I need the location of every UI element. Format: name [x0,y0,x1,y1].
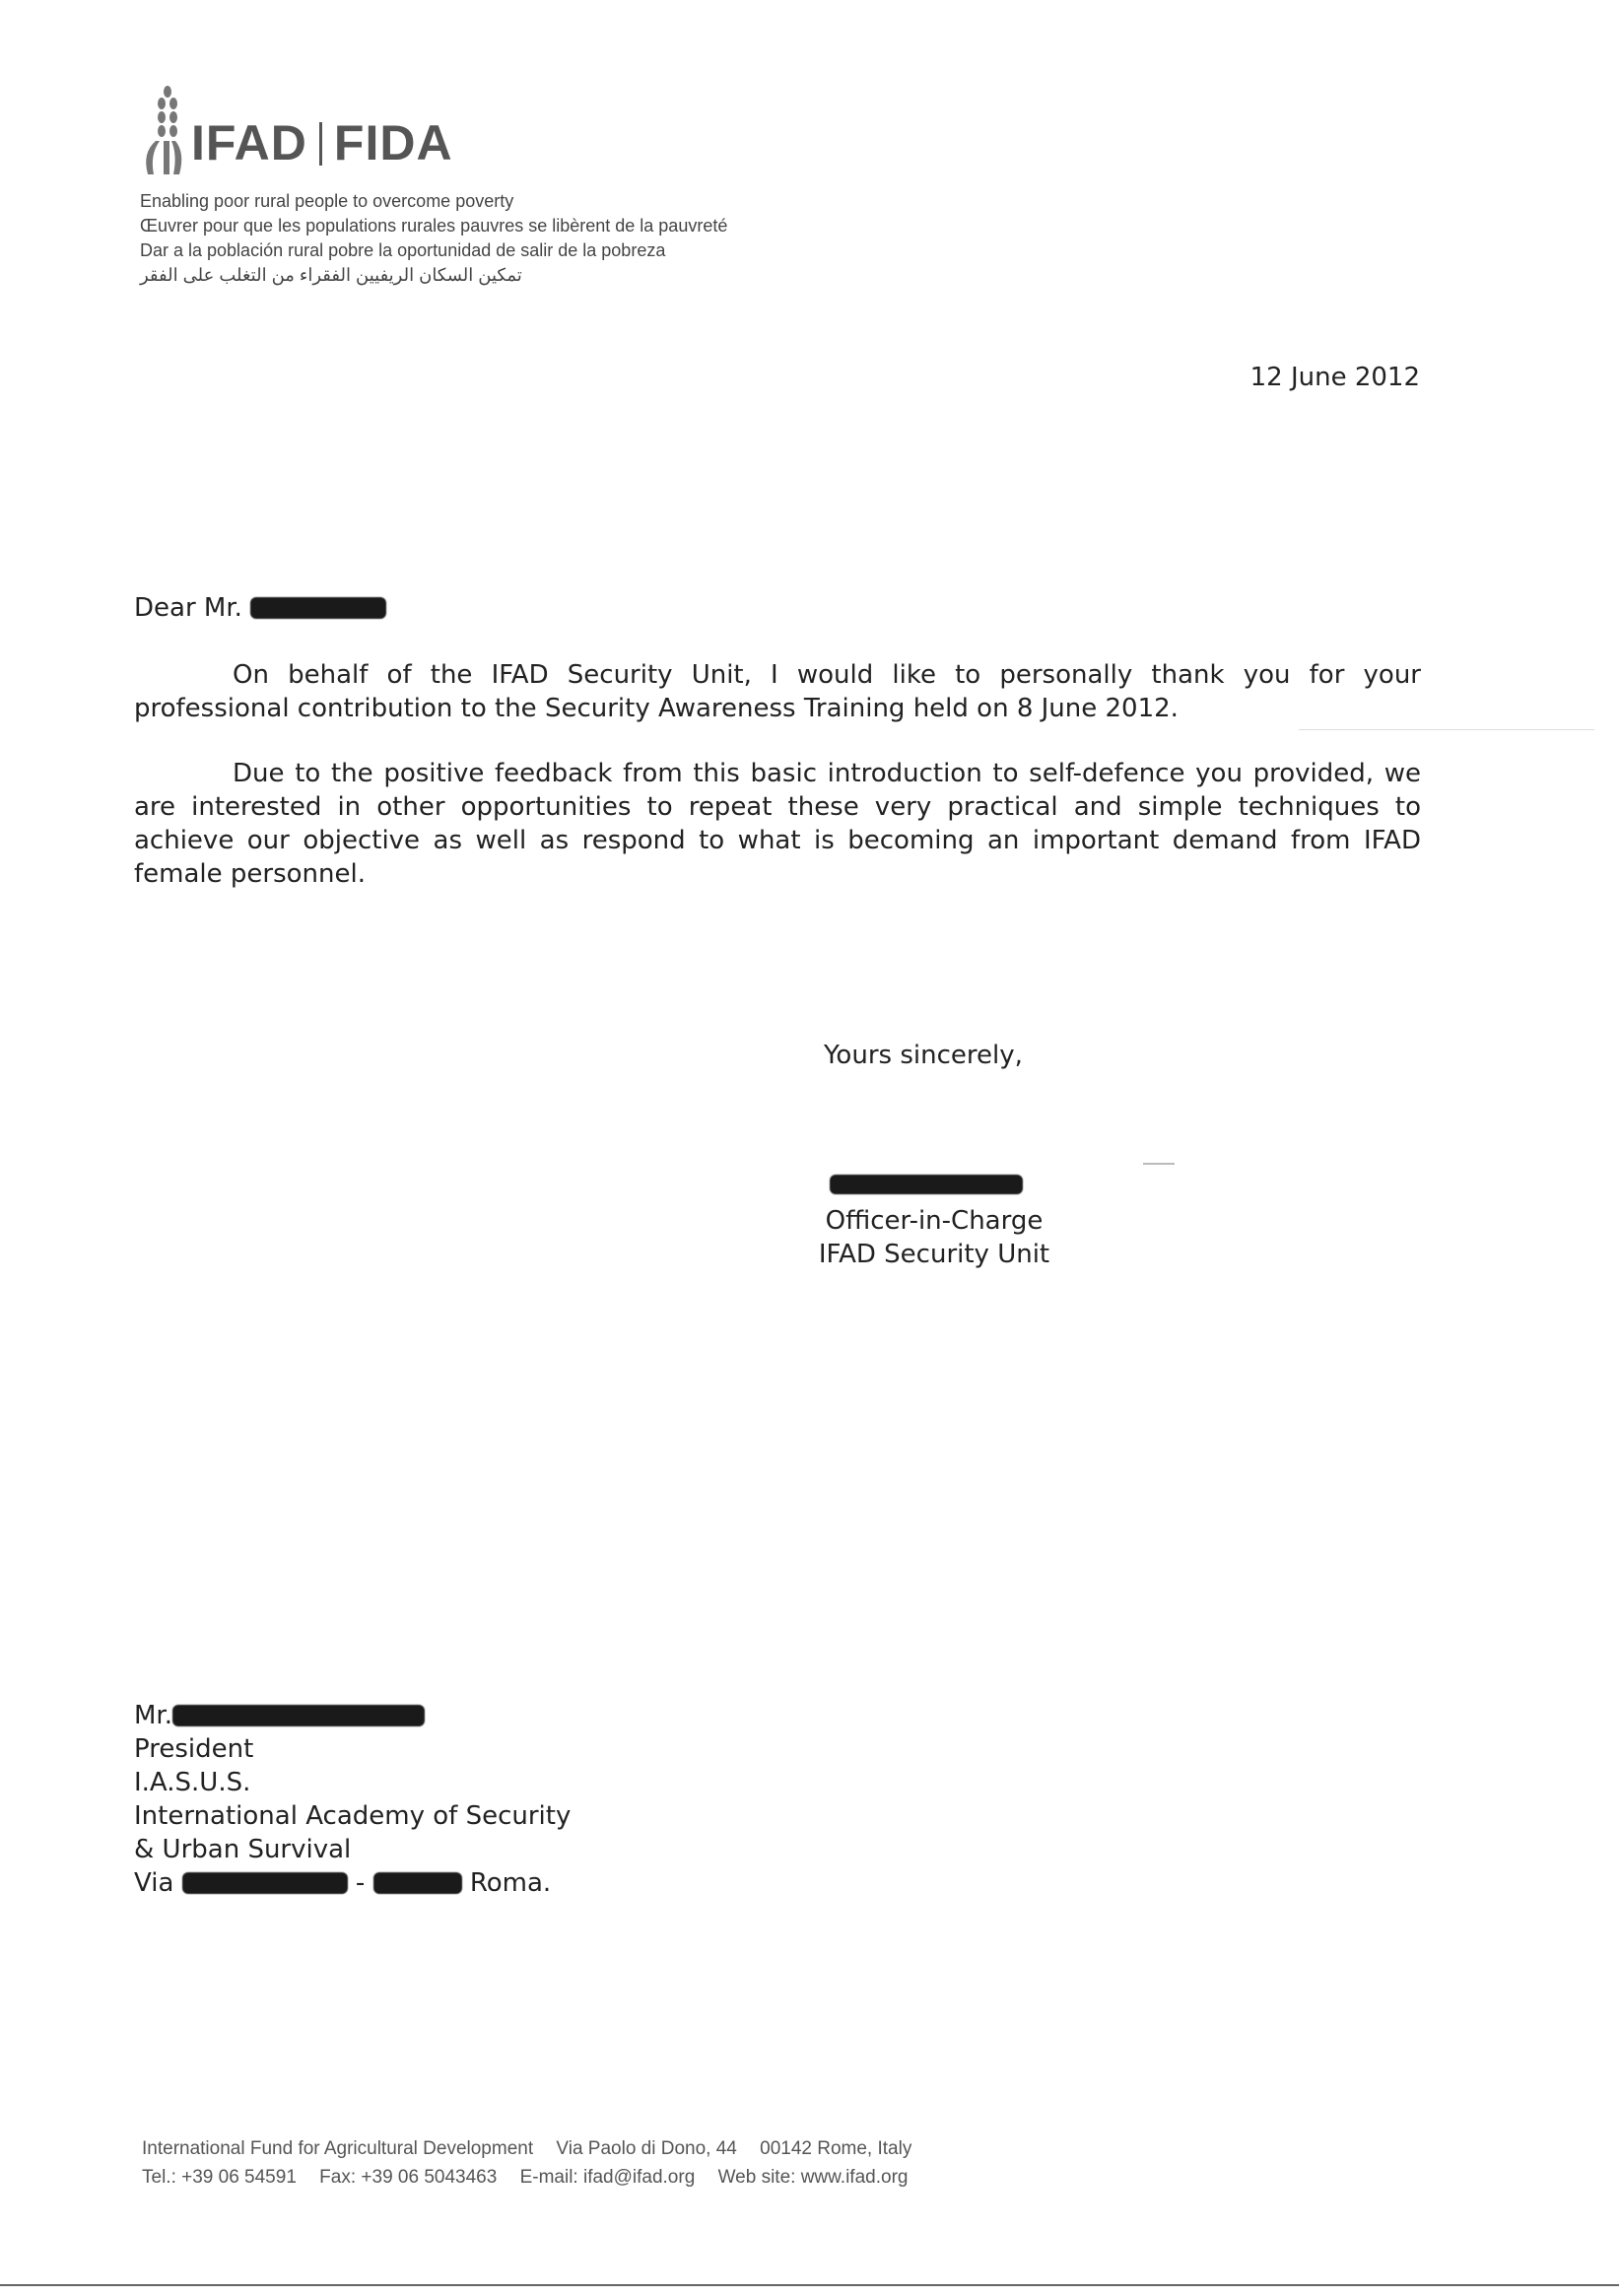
recipient-address [134,1699,571,1900]
recipient-separator: - [355,1868,366,1898]
logo-fida: FIDA [333,115,453,170]
redacted-postcode [373,1872,462,1894]
recipient-title: Mr. [134,1701,172,1730]
footer-line-1 [142,2134,929,2163]
footer-tel: Tel.: +39 06 54591 [142,2167,297,2188]
letterhead-footer [142,2134,929,2192]
ifad-logo [138,79,453,177]
recipient-street-line [134,1866,571,1900]
recipient-name-line [134,1699,571,1732]
logo-ifad: IFAD [191,115,307,170]
recipient-city: Roma. [469,1868,552,1898]
tagline-en: Enabling poor rural people to overcome poverty [140,191,514,211]
paragraph-2: Due to the positive feedback from this basic introduction to self-defence you provided, we are interested in other opportunities to repeat these very practical and simple techniques to achieve our objective as well as respond to what is becoming an important demand from IFAD female personnel. [134,759,1421,889]
scan-artifact [1143,1163,1175,1165]
footer-fax: Fax: +39 06 5043463 [319,2167,498,2188]
scan-artifact [1299,729,1594,730]
tagline-ar: تمكين السكان الريفيين الفقراء من التغلب على الفقر [140,265,522,285]
salutation-text: Dear Mr. [134,593,242,623]
closing: Yours sincerely, [824,1041,1023,1070]
tagline-es: Dar a la población rural pobre la oportunidad de salir de la pobreza [140,240,666,260]
signatory-unit: IFAD Security Unit [818,1240,1050,1269]
recipient-org-line-2: & Urban Survival [134,1835,352,1864]
tagline-fr: Œuvrer pour que les populations rurales pauvres se libèrent de la pauvreté [140,216,728,236]
footer-email: E-mail: ifad@ifad.org [519,2167,696,2188]
footer-street: Via Paolo di Dono, 44 [556,2138,737,2159]
signatory-title: Officer-in-Charge [825,1206,1044,1236]
scan-edge-line [0,2284,1619,2286]
logo-divider [319,122,322,166]
redacted-street [182,1872,348,1894]
footer-org-name: International Fund for Agricultural Development [142,2138,534,2159]
signature-block [806,1204,1062,1271]
tagline-block [140,189,727,288]
redacted-recipient-name [172,1705,425,1726]
salutation [134,591,386,625]
recipient-org-line-1: International Academy of Security [134,1801,572,1831]
logo-wordmark [191,115,453,177]
paragraph-1: On behalf of the IFAD Security Unit, I would like to personally thank you for your professional contribution to the Security Awareness Training held on 8 June 2012. [134,660,1421,723]
recipient-role: President [134,1734,254,1764]
letter-date: 12 June 2012 [1249,363,1420,392]
footer-line-2 [142,2163,929,2192]
redacted-name [250,597,386,619]
recipient-street-prefix: Via [134,1868,174,1898]
footer-website: Web site: www.ifad.org [717,2167,909,2188]
footer-city: 00142 Rome, Italy [760,2138,912,2159]
wheat-emblem-icon [138,84,187,177]
redacted-signatory [830,1175,1023,1194]
recipient-org-short: I.A.S.U.S. [134,1768,251,1797]
